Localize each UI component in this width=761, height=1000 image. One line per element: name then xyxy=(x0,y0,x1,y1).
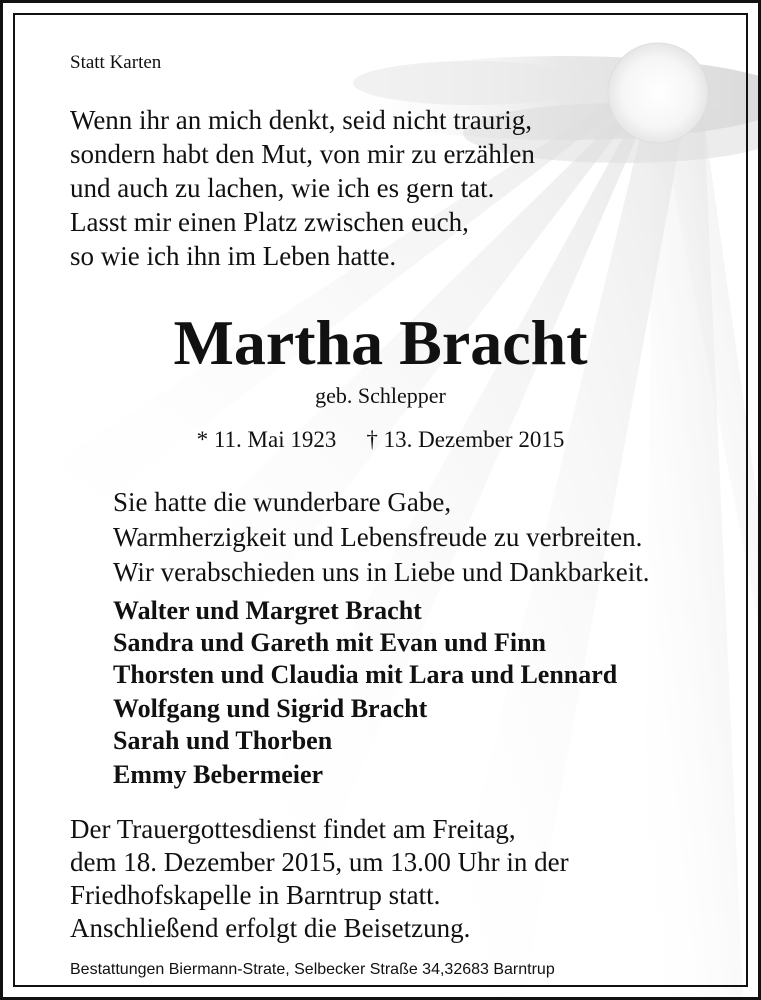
poem-line: sondern habt den Mut, von mir zu erzählen xyxy=(70,139,535,169)
birth-date: * 11. Mai 1923 xyxy=(196,427,337,452)
service-line: dem 18. Dezember 2015, um 13.00 Uhr in der xyxy=(70,847,569,877)
poem-line: Lasst mir einen Platz zwischen euch, xyxy=(70,207,469,237)
poem-line: so wie ich ihn im Leben hatte. xyxy=(70,241,397,271)
undertaker-footer: Bestattungen Biermann-Strate, Selbecker Straße 34,32683 Barntrup xyxy=(70,961,555,978)
poem-line: Wenn ihr an mich denkt, seid nicht traurig, xyxy=(70,105,532,135)
mourner-entry: Sarah und Thorben xyxy=(113,726,333,755)
mourner-entry: Sandra und Gareth mit Evan und Finn xyxy=(113,628,546,657)
mourner-entry: Wolfgang und Sigrid Bracht xyxy=(113,694,428,723)
life-dates xyxy=(3,427,758,453)
service-line: Friedhofskapelle in Barntrup statt. xyxy=(70,880,441,910)
statt-karten-label: Statt Karten xyxy=(70,52,162,73)
mourners-list xyxy=(113,595,617,791)
maiden-name: geb. Schlepper xyxy=(315,383,446,408)
mourner-entry: Walter und Margret Bracht xyxy=(113,596,422,625)
tribute-line: Warmherzigkeit und Lebensfreude zu verbreiten. xyxy=(113,522,643,552)
service-line: Anschließend erfolgt die Beisetzung. xyxy=(70,913,471,943)
service-line: Der Trauergottesdienst findet am Freitag, xyxy=(70,814,516,844)
deceased-name: Martha Bracht xyxy=(173,307,588,378)
opening-poem xyxy=(70,103,535,273)
tribute-line: Sie hatte die wunderbare Gabe, xyxy=(113,487,452,517)
sun-icon xyxy=(608,43,708,143)
mourner-entry: Thorsten und Claudia mit Lara und Lennard xyxy=(113,660,618,689)
mourner-entry: Emmy Bebermeier xyxy=(113,760,324,789)
poem-line: und auch zu lachen, wie ich es gern tat. xyxy=(70,173,495,203)
tribute-line: Wir verabschieden uns in Liebe und Dankbarkeit. xyxy=(113,557,650,587)
death-date: † 13. Dezember 2015 xyxy=(366,427,565,452)
funeral-service-info xyxy=(70,813,569,945)
tribute-text xyxy=(113,485,649,590)
